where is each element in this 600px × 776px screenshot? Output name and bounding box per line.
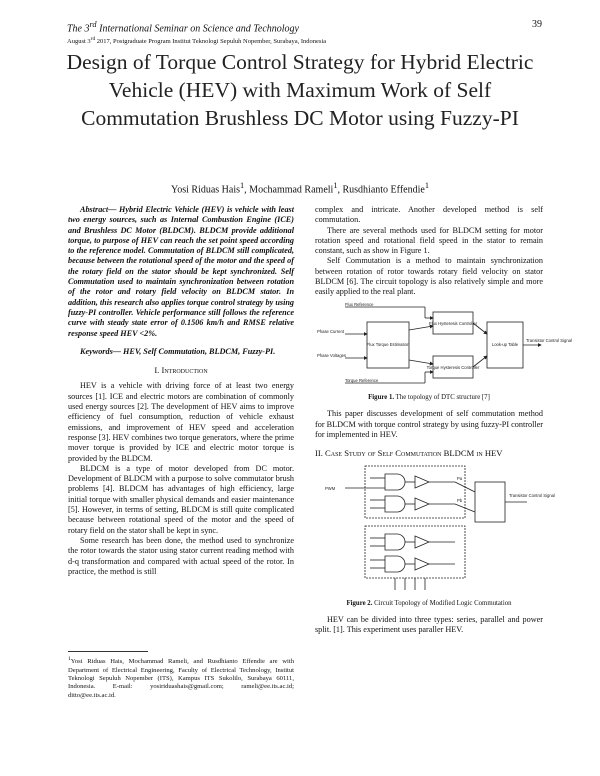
buffer-3: [415, 536, 429, 548]
label-port-a: Pa: [457, 476, 463, 482]
buffer-2: [415, 498, 429, 510]
label-transistor-signal: Transistor Control Signal: [509, 493, 555, 499]
driver-block: [475, 482, 505, 522]
conference-subline: August 3rd 2017, Postgraduate Program Institut Teknologi Sepuluh Nopember, Surabaya, Indonesia: [67, 36, 327, 46]
label-phase-current: Phase Current: [317, 328, 344, 334]
right-column: [315, 205, 572, 636]
author-line: Yosi Riduas Hais$^1$, Mochammad Rameli$^1$, Rusdhianto Effendie$^1$: [171, 181, 429, 196]
and-gate-1: [385, 474, 405, 490]
right-paragraph-3: Self Commutation is a method to maintain synchronization between rotation of rotor towards rotary field velocity on stator BLDCM [6]. The circuit topology is also relatively simple and more easily applied to the real plant.: [315, 256, 543, 297]
label-torque-reference: Torque Reference: [345, 377, 379, 383]
left-column: [68, 205, 294, 577]
footnote: $^1$Yosi Riduas Hais, Mochammad Rameli, and Rusdhianto Effendie are with Department of Electrical Engineering, Faculty of Electrical Technology, Institut Teknologi Sepuluh Nopember (ITS), Kampus ITS Sukolilo, Surabaya 60111, Indonesia. E-mail: yosiriduashais@gmail.com; rameli@ee.its.ac.id; ditto@ee.its.ac.id.: [68, 656, 294, 699]
label-transistor-control: Transistor Control Signal: [526, 337, 572, 343]
right-paragraph-1: complex and intricate. Another developed method is self commutation.: [315, 205, 543, 225]
label-pwm: PWM: [325, 486, 336, 492]
label-flux-reference: Flux Reference: [345, 301, 374, 307]
logic-commutation-diagram: [315, 464, 555, 592]
and-gate-4: [385, 556, 405, 572]
label-flux-hysteresis: Flux Hysteresis Controller: [429, 320, 477, 326]
footnote-rule: [68, 651, 148, 652]
page-header: [67, 20, 542, 47]
conference-name: The 3rd International Seminar on Science and Technology: [67, 20, 299, 35]
intro-paragraph-1: HEV is a vehicle with driving force of at least two energy sources [1]. ICE and electric motors are combination of commonly used energy sources [2]. The development of HEV aims to improve efficiency of fuel consumption, reduction of vehicle exhaust emissions, and improvement of HEV speed and acceleration response [3]. HEV combines two torque generators, where the prime mover torque is provided by ICE and electric motor torque is provided by the BLDCM.: [68, 381, 294, 463]
figure-2-caption: Figure 2. Circuit Topology of Modified Logic Commutation: [346, 599, 512, 607]
label-lookup-table: Look-up Table: [491, 341, 519, 347]
paragraph-after-figure-2: HEV can be divided into three types: series, parallel and power split. [1]. This experiment uses paraller HEV.: [315, 615, 543, 635]
label-phase-voltages: Phase Voltages: [317, 352, 347, 358]
abstract: Abstract— Hybrid Electric Vehicle (HEV) is vehicle with least two energy sources, such as Internal Combustion Engine (ICE) and Brushless DC Motor (BLDCM). BLDCM provide additional torque, to purpose of HEV can reach the set point speed according to the reference model. Commutation of BLDCM still complicated, because between the rotational speed of the motor and the speed of the rotary field on the stator should be kept synchronized. Self Commutation used to maintain synchronization between rotation of the rotor and rotary field velocity on BLDCM stator. In addition, this research also applies torque control strategy by using fuzzy-PI controller. Vehicle performance still follows the reference curve with steady state error of 0.1506 km/h and RMSE relative response speed HEV <2%.: [68, 205, 294, 338]
label-port-b: Pb: [457, 498, 463, 504]
intro-paragraph-2: BLDCM is a type of motor developed from DC motor. Development of BLDCM with a purpose to solve commutator brush problems [4]. BLDCM has advantages of high efficiency, large initial torque with smaller physical demands and easier maintenance [5]. However, in terms of setting, BLDCM is still quite complicated because between rotational speed of the motor and the speed of rotary field on the stator shall be kept in sync.: [68, 463, 294, 535]
dtc-topology-diagram: [315, 301, 572, 387]
figure-2: [315, 464, 555, 595]
page-number: 39: [532, 19, 542, 30]
keywords: Keywords— HEV, Self Commutation, BLDCM, Fuzzy-PI.: [80, 346, 276, 356]
and-gate-3: [385, 534, 405, 550]
buffer-1: [415, 476, 429, 488]
buffer-4: [415, 558, 429, 570]
paragraph-after-figure-1: This paper discusses development of self commutation method for BLDCM with torque control strategy by using fuzzy-PI controller for implemented in HEV.: [315, 409, 543, 439]
section-heading-intro: I. Introduction: [154, 365, 208, 376]
and-gate-2: [385, 496, 405, 512]
paper-title: Design of Torque Control Strategy for Hybrid Electric Vehicle (HEV) with Maximum Work of Self Commutation Brushless DC Motor using Fuzzy-PI: [66, 50, 534, 130]
label-torque-hysteresis: Torque Hysteresis Controller: [426, 364, 480, 370]
intro-paragraph-3: Some research has been done, the method used to synchronize the rotor towards the stator using stator current reading method with d-q transformation and compared with actual speed of the rotor. In practice, the method is still: [68, 535, 294, 576]
label-flux-torque-estimation: Flux Torque Estimation: [366, 341, 410, 347]
right-paragraph-2: There are several methods used for BLDCM setting for motor rotation speed and rotational field speed in the stator to remain constant, such as show in Figure 1.: [315, 225, 543, 256]
figure-1-caption: Figure 1. The topology of DTC structure [7]: [368, 393, 490, 401]
section-heading-case-study: II. Case Study of Self Commutation BLDCM in HEV: [315, 448, 503, 459]
figure-1: [315, 301, 572, 390]
